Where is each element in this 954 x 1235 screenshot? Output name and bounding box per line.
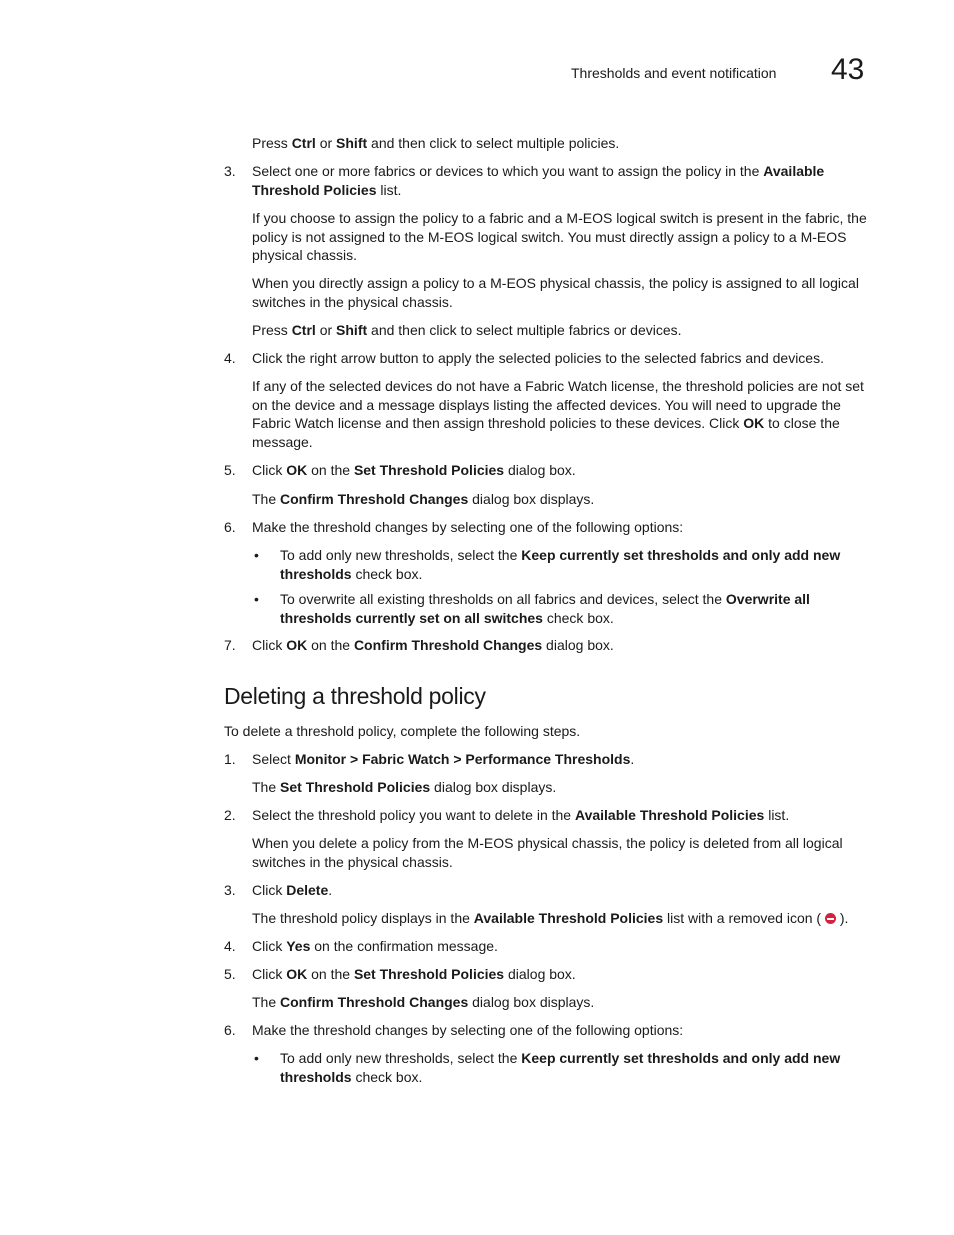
step-number: 5.: [224, 966, 236, 982]
bullet-text: To add only new thresholds, select the Keep currently set thresholds and only add new thresholds check box.: [280, 1050, 841, 1085]
step-number: 2.: [224, 807, 236, 823]
step-text: Click OK on the Set Threshold Policies dialog box.: [252, 462, 576, 478]
paragraph: The Confirm Threshold Changes dialog box displays.: [252, 994, 595, 1010]
step-text: Select the threshold policy you want to delete in the Available Threshold Policies list.: [252, 807, 790, 823]
bullet-text: To overwrite all existing thresholds on all fabrics and devices, select the Overwrite all thresholds currently set on all switches check box.: [280, 591, 810, 626]
step-text: Click Yes on the confirmation message.: [252, 938, 498, 954]
step-text: Click OK on the Confirm Threshold Changes dialog box.: [252, 637, 614, 653]
bullet-glyph: •: [254, 547, 259, 563]
paragraph: Press Ctrl or Shift and then click to select multiple policies.: [252, 135, 620, 151]
section-heading: Deleting a threshold policy: [224, 683, 486, 709]
step-text: Select one or more fabrics or devices to which you want to assign the policy in the Available Threshold Policies list.: [252, 163, 825, 198]
paragraph: When you delete a policy from the M-EOS physical chassis, the policy is deleted from all logical switches in the physical chassis.: [252, 835, 843, 870]
step-number: 4.: [224, 938, 236, 954]
removed-icon: [825, 913, 836, 924]
step-number: 3.: [224, 163, 236, 179]
step-text: Click Delete.: [252, 882, 333, 898]
step-number: 1.: [224, 751, 236, 767]
paragraph: The threshold policy displays in the Available Threshold Policies list with a removed icon ( ).: [252, 910, 849, 926]
bullet-glyph: •: [254, 1050, 259, 1066]
step-text: Make the threshold changes by selecting one of the following options:: [252, 1022, 684, 1038]
paragraph: If any of the selected devices do not have a Fabric Watch license, the threshold policies are not set on the device and a message displays listing the affected devices. You will need to upgrade the Fabric Watch license and then assign threshold policies to these devices. Click OK to close the message.: [252, 378, 864, 450]
step-text: Select Monitor > Fabric Watch > Performance Thresholds.: [252, 751, 635, 767]
bullet-text: To add only new thresholds, select the Keep currently set thresholds and only add new thresholds check box.: [280, 547, 841, 582]
step-number: 6.: [224, 1022, 236, 1038]
paragraph: The Confirm Threshold Changes dialog box displays.: [252, 491, 595, 507]
bullet-glyph: •: [254, 591, 259, 607]
paragraph: The Set Threshold Policies dialog box displays.: [252, 779, 557, 795]
section-intro: To delete a threshold policy, complete the following steps.: [224, 723, 581, 739]
paragraph: When you directly assign a policy to a M-EOS physical chassis, the policy is assigned to all logical switches in the physical chassis.: [252, 275, 859, 310]
step-number: 5.: [224, 462, 236, 478]
section-title: Thresholds and event notification: [571, 65, 777, 81]
step-number: 6.: [224, 519, 236, 535]
paragraph: Press Ctrl or Shift and then click to select multiple fabrics or devices.: [252, 322, 682, 338]
step-number: 4.: [224, 350, 236, 366]
step-number: 7.: [224, 637, 236, 653]
step-text: Click OK on the Set Threshold Policies dialog box.: [252, 966, 576, 982]
step-text: Make the threshold changes by selecting one of the following options:: [252, 519, 684, 535]
step-number: 3.: [224, 882, 236, 898]
paragraph: If you choose to assign the policy to a fabric and a M-EOS logical switch is present in the fabric, the policy is not assigned to the M-EOS logical switch. You must directly assign a policy to a M-EOS physical chassis.: [252, 210, 867, 264]
chapter-number: 43: [831, 53, 865, 86]
step-text: Click the right arrow button to apply the selected policies to the selected fabrics and devices.: [252, 350, 824, 366]
